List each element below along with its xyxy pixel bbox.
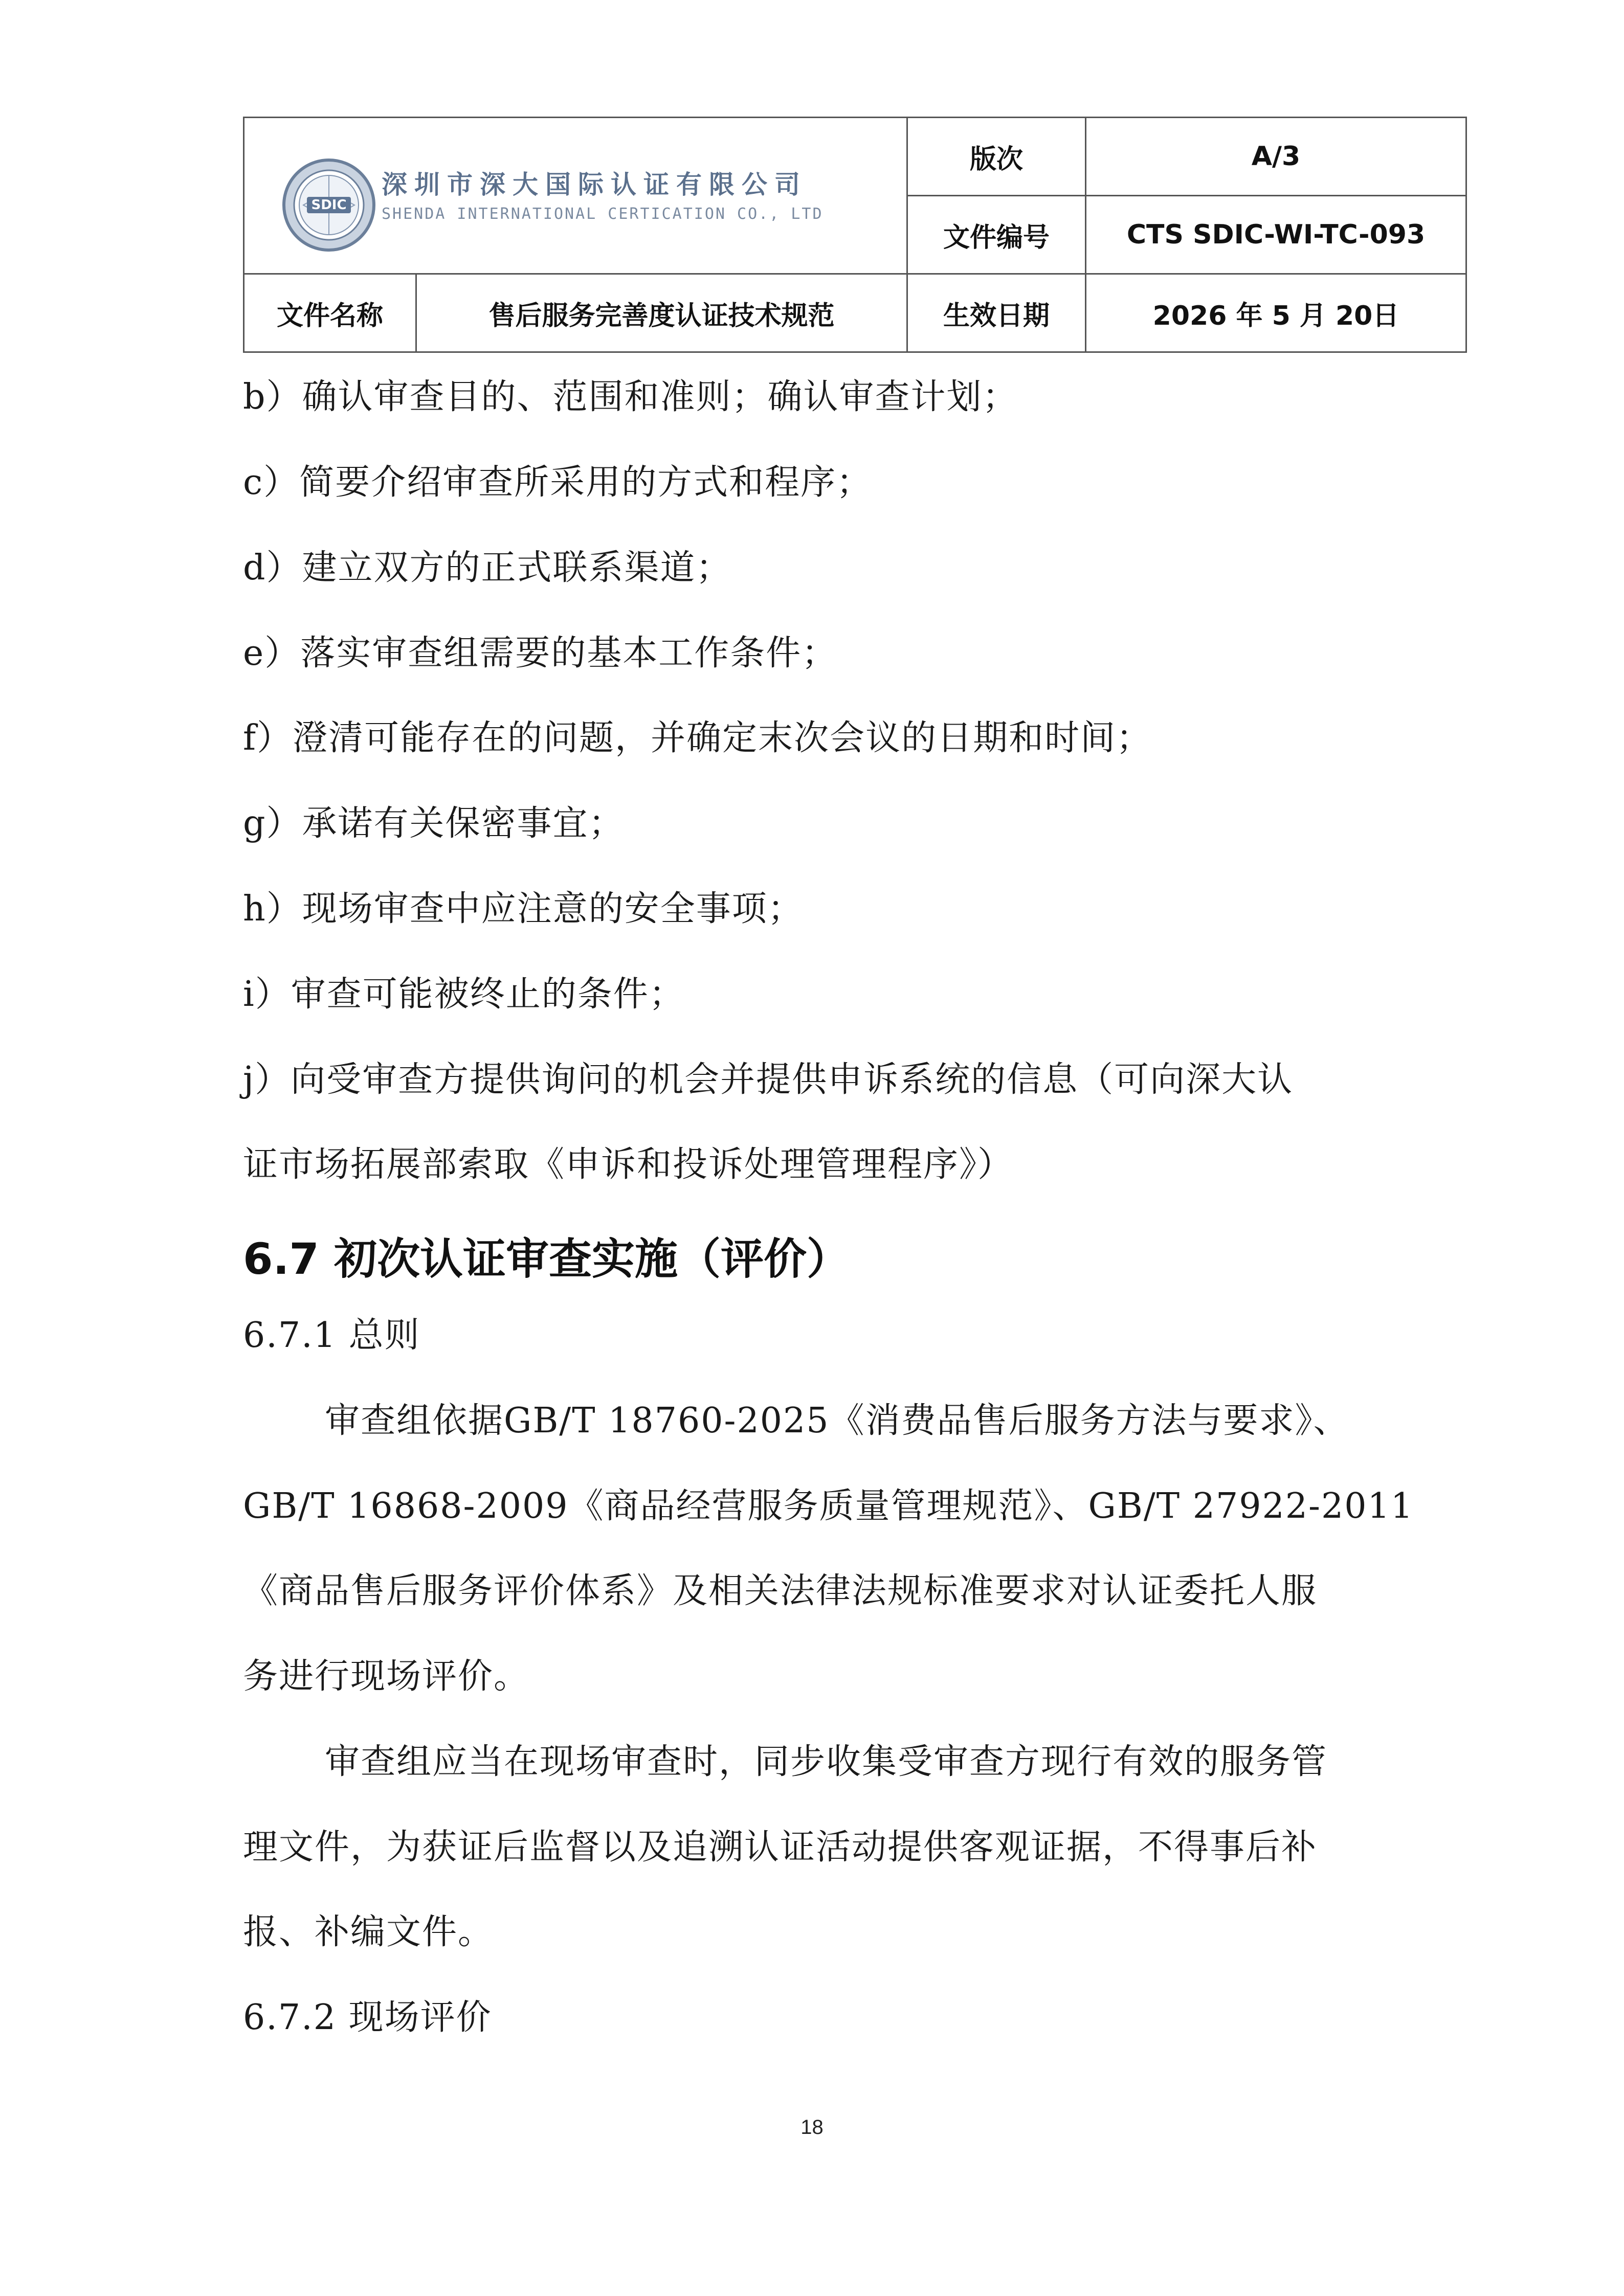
list-item: d）建立双方的正式联系渠道； <box>243 548 732 588</box>
paragraph-line: 务进行现场评价。 <box>243 1656 530 1697</box>
list-item: c）简要介绍审查所采用的方式和程序； <box>243 462 873 503</box>
list-item: h）现场审查中应注意的安全事项； <box>243 889 804 929</box>
paragraph-line: 理文件，为获证后监督以及追溯认证活动提供客观证据，不得事后补 <box>243 1827 1318 1867</box>
list-item: e）落实审查组需要的基本工作条件； <box>243 633 838 673</box>
list-item: g）承诺有关保密事宜； <box>243 803 625 844</box>
paragraph-line: 审查组依据GB/T 18760-2025《消费品售后服务方法与要求》、 <box>325 1401 1349 1441</box>
section-heading: 6.7 初次认证审查实施（评价） <box>243 1234 850 1284</box>
docno-label: 文件编号 <box>943 222 1050 253</box>
date-value: 2026 年 5 月 20日 <box>1152 300 1399 331</box>
docname-label: 文件名称 <box>276 300 383 331</box>
paragraph-line: 《商品售后服务评价体系》及相关法律法规标准要求对认证委托人服 <box>243 1571 1318 1611</box>
date-label: 生效日期 <box>943 300 1050 331</box>
document-header-table <box>243 117 1467 353</box>
sdic-seal-icon <box>280 154 377 256</box>
list-item: i）审查可能被终止的条件； <box>243 974 685 1015</box>
paragraph-line: GB/T 16868-2009《商品经营服务质量管理规范》、GB/T 27922-2011 <box>243 1486 1414 1526</box>
company-name-en: SHENDA INTERNATIONAL CERTICATION CO., LTD <box>382 205 824 223</box>
list-item: j）向受审查方提供询问的机会并提供申诉系统的信息（可向深大认 <box>243 1060 1294 1100</box>
company-logo <box>280 144 869 287</box>
docname-value: 售后服务完善度认证技术规范 <box>488 300 835 331</box>
list-item: f）澄清可能存在的问题，并确定末次会议的日期和时间； <box>243 718 1152 758</box>
subsection-title: 6.7.2 现场评价 <box>243 1997 492 2038</box>
list-item: b）确认审查目的、范围和准则；确认审查计划； <box>243 377 1018 417</box>
page-number: 18 <box>800 2116 824 2139</box>
company-name-cn: 深圳市深大国际认证有限公司 <box>382 170 807 199</box>
logo-text: SDIC <box>311 197 347 213</box>
subsection-title: 6.7.1 总则 <box>243 1315 420 1356</box>
docno-value: CTS SDIC-WI-TC-093 <box>1126 219 1426 250</box>
version-label: 版次 <box>969 144 1023 175</box>
version-value: A/3 <box>1251 141 1301 172</box>
paragraph-line: 报、补编文件。 <box>243 1912 494 1952</box>
paragraph-line: 审查组应当在现场审查时，同步收集受审查方现行有效的服务管 <box>325 1742 1328 1782</box>
list-item-continuation: 证市场拓展部索取《申诉和投诉处理管理程序》） <box>243 1144 1014 1185</box>
